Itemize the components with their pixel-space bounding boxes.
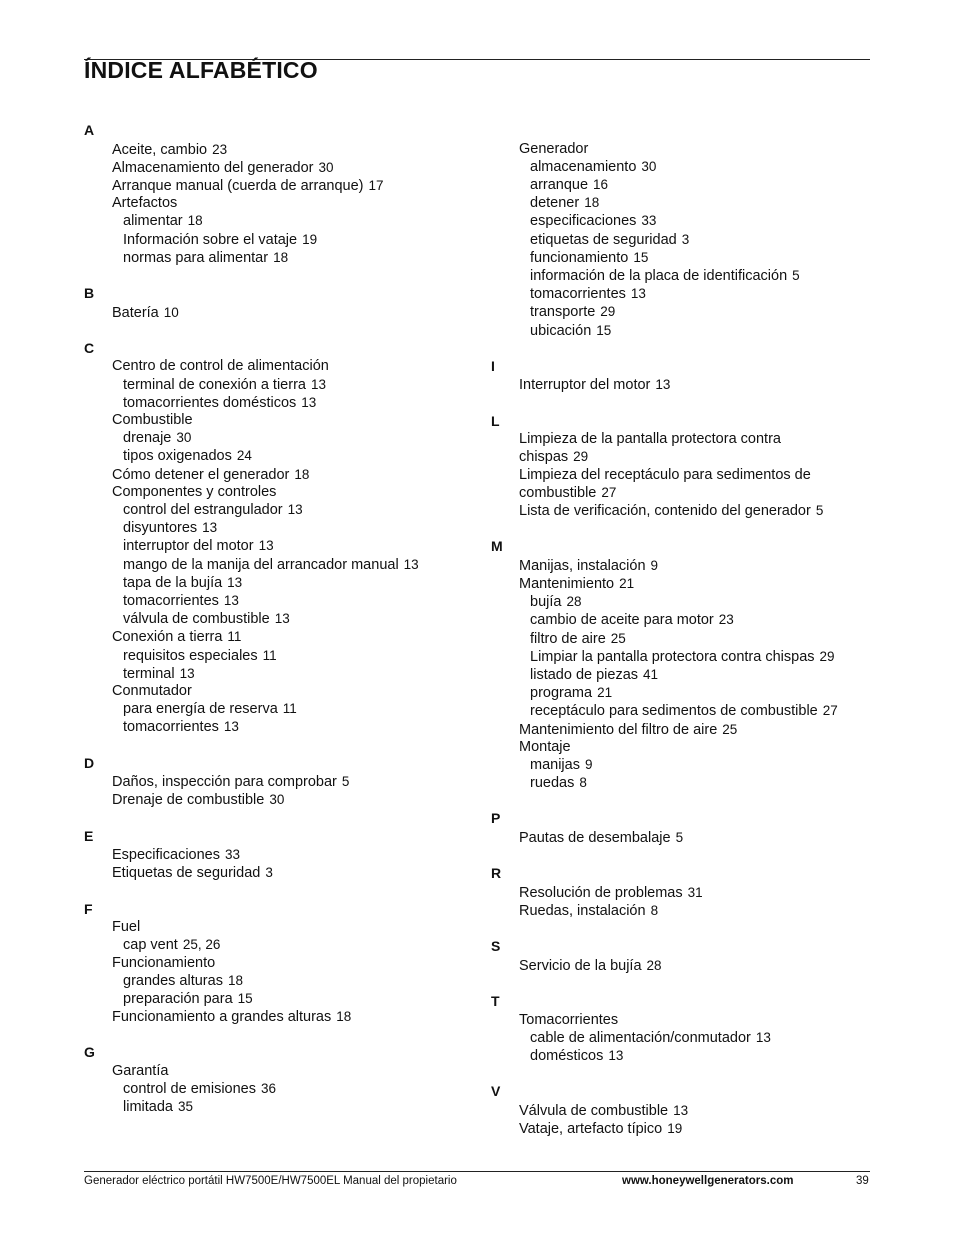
entry-text: Arranque manual (cuerda de arranque) [112, 178, 364, 194]
index-entry [84, 919, 444, 936]
index-entry [491, 141, 851, 158]
entry-text: Lista de verificación, contenido del generador [519, 503, 811, 520]
index-entry [491, 829, 851, 847]
entry-text: tomacorrientes domésticos [123, 394, 297, 411]
entry-text: Información sobre el vataje [123, 231, 298, 248]
index-entry [84, 683, 444, 700]
entry-text: transporte [530, 304, 596, 321]
index-letter-group [84, 1044, 444, 1116]
entry-page-number: 13 [258, 538, 274, 554]
entry-text: Drenaje de combustible [112, 792, 265, 809]
index-entry [491, 431, 851, 448]
section-letter: S [491, 938, 501, 955]
entry-text: especificaciones [530, 213, 637, 230]
entry-text: válvula de combustible [123, 611, 270, 628]
entry-page-number: 11 [282, 701, 297, 717]
entry-page-number: 29 [600, 304, 616, 320]
entry-page-number: 13 [673, 1102, 689, 1118]
entry-text: Garantía [112, 1063, 169, 1080]
entry-text: cambio de aceite para motor [530, 612, 714, 629]
entry-page-number: 13 [301, 394, 317, 410]
section-letter: B [84, 285, 95, 302]
section-letter: L [491, 412, 500, 429]
entry-page-number: 30 [641, 158, 657, 174]
entry-text: tomacorrientes [123, 593, 219, 610]
entry-page-number: 9 [584, 757, 593, 773]
entry-page-number: 30 [176, 430, 192, 446]
entry-page-number: 5 [341, 774, 350, 790]
entry-page-number: 13 [755, 1029, 771, 1045]
index-entry [84, 466, 444, 484]
index-entry [491, 884, 851, 902]
index-letter-group [84, 340, 444, 737]
entry-page-number: 29 [819, 648, 835, 664]
footer-rule [84, 1171, 870, 1172]
index-entry [491, 575, 851, 593]
entry-page-number: 18 [187, 213, 203, 229]
entry-page-number: 18 [227, 972, 243, 988]
entry-text: Componentes y controles [112, 483, 277, 500]
index-letter-group [491, 413, 851, 521]
entry-text: ruedas [530, 775, 575, 792]
entry-page-number: 13 [655, 377, 671, 393]
section-letter: E [84, 827, 94, 844]
index-entry [84, 955, 444, 972]
index-entry [84, 864, 444, 882]
entry-page-number: 18 [336, 1009, 352, 1025]
entry-page-number: 28 [566, 594, 582, 610]
entry-page-number: 8 [650, 903, 659, 919]
index-subentry [491, 684, 851, 702]
entry-page-number: 11 [227, 629, 242, 645]
index-subentry [84, 429, 444, 447]
entry-page-number: 13 [403, 556, 419, 572]
entry-text: información de la placa de identificación [530, 268, 788, 285]
index-entry [491, 1120, 851, 1138]
entry-text: mango de la manija del arrancador manual [123, 556, 399, 573]
entry-text: cable de alimentación/conmutador [530, 1029, 751, 1046]
entry-text: Manijas, instalación [519, 557, 646, 574]
entry-text: Almacenamiento del generador [112, 159, 314, 176]
index-letter-group [84, 901, 444, 1027]
index-subentry [491, 593, 851, 611]
entry-page-number: 25, 26 [182, 937, 221, 953]
index-entry [491, 467, 851, 484]
entry-page-number: 11 [262, 647, 277, 663]
section-letter: T [491, 993, 500, 1010]
index-subentry [84, 231, 444, 249]
index-letter-group [491, 865, 851, 920]
index-entry [84, 628, 444, 646]
entry-text: terminal [123, 665, 175, 682]
index-entry [84, 141, 444, 159]
index-entry [491, 739, 851, 756]
index-entry [84, 773, 444, 791]
entry-text: programa [530, 685, 593, 702]
index-letter-group [84, 122, 444, 267]
entry-page-number: 13 [608, 1048, 624, 1064]
index-subentry [491, 194, 851, 212]
index-subentry [491, 648, 851, 666]
entry-text: tomacorrientes [123, 719, 219, 736]
index-letter-group [491, 358, 851, 395]
entry-page-number: 21 [597, 685, 613, 701]
index-subentry [84, 519, 444, 537]
entry-page-number: 13 [179, 665, 195, 681]
entry-text: para energía de reserva [123, 701, 278, 718]
entry-page-number: 18 [584, 195, 600, 211]
entry-page-number: 16 [593, 177, 609, 192]
index-entry [84, 412, 444, 429]
index-subentry [84, 936, 444, 954]
index-entry [491, 957, 851, 975]
entry-text: almacenamiento [530, 158, 637, 175]
index-entry [84, 304, 444, 322]
entry-page-number: 17 [368, 178, 384, 193]
entry-page-number: 19 [667, 1121, 683, 1137]
entry-page-number: 15 [596, 322, 612, 338]
entry-text: disyuntores [123, 520, 198, 537]
index-column-right [491, 122, 851, 1156]
entry-text: Pautas de desembalaje [519, 830, 671, 847]
index-subentry [491, 231, 851, 249]
entry-page-number: 29 [573, 449, 589, 465]
index-subentry [84, 1080, 444, 1098]
index-entry [84, 177, 444, 195]
entry-text: Conexión a tierra [112, 629, 223, 646]
entry-text: alimentar [123, 213, 183, 230]
index-letter-group [84, 828, 444, 883]
entry-text: Mantenimiento del filtro de aire [519, 721, 718, 738]
index-subentry [491, 611, 851, 629]
entry-text: Generador [519, 140, 589, 157]
index-subentry [84, 592, 444, 610]
index-subentry [84, 556, 444, 574]
index-subentry [491, 249, 851, 267]
entry-page-number: 15 [633, 249, 649, 265]
index-entry [84, 791, 444, 809]
entry-text: domésticos [530, 1048, 604, 1065]
entry-text: etiquetas de seguridad [530, 231, 677, 248]
index-subentry [491, 285, 851, 303]
index-subentry [491, 303, 851, 321]
entry-text: control de emisiones [123, 1081, 256, 1098]
footer-manual-title: Generador eléctrico portátil HW7500E/HW7500EL Manual del propietario [84, 1175, 457, 1187]
footer-page-number: 39 [856, 1175, 869, 1187]
section-letter: F [84, 900, 93, 917]
index-letter-group [491, 122, 851, 340]
entry-page-number: 13 [287, 502, 303, 518]
entry-text: Limpieza del receptáculo para sedimentos de [519, 466, 811, 483]
entry-text: detener [530, 195, 580, 212]
entry-page-number: 25 [610, 630, 626, 646]
entry-text: Daños, inspección para comprobar [112, 774, 337, 791]
entry-page-number: 15 [237, 991, 253, 1007]
entry-page-number: 13 [227, 574, 243, 590]
entry-page-number: 35 [177, 1099, 193, 1115]
index-entry [491, 1102, 851, 1120]
entry-text: listado de piezas [530, 667, 639, 684]
entry-page-number: 23 [718, 612, 734, 628]
entry-text: drenaje [123, 430, 172, 447]
entry-text: Conmutador [112, 683, 192, 700]
entry-text: receptáculo para sedimentos de combustible [530, 703, 818, 720]
entry-page-number: 23 [212, 141, 228, 157]
index-subentry [84, 501, 444, 519]
section-letter: R [491, 865, 502, 882]
index-subentry [84, 537, 444, 555]
entry-text: control del estrangulador [123, 502, 283, 519]
index-letter-group [84, 755, 444, 810]
entry-page-number: 27 [822, 703, 838, 719]
entry-text: arranque [530, 177, 589, 193]
index-entry [491, 448, 851, 466]
entry-text: grandes alturas [123, 972, 223, 989]
entry-text: Funcionamiento [112, 954, 216, 971]
index-subentry [84, 990, 444, 1008]
entry-page-number: 3 [265, 865, 273, 881]
index-subentry [491, 1047, 851, 1065]
section-letter [491, 122, 851, 141]
index-entry [84, 484, 444, 501]
entry-text: Funcionamiento a grandes alturas [112, 1009, 332, 1026]
index-subentry [84, 249, 444, 267]
index-subentry [84, 1098, 444, 1116]
index-subentry [491, 666, 851, 684]
entry-text: Tomacorrientes [519, 1011, 619, 1028]
index-entry [491, 376, 851, 394]
entry-text: requisitos especiales [123, 647, 258, 664]
entry-text: Ruedas, instalación [519, 903, 646, 920]
entry-page-number: 25 [722, 721, 738, 737]
index-subentry [491, 158, 851, 176]
entry-page-number: 3 [681, 231, 690, 247]
entry-text: Limpiar la pantalla protectora contra chispas [530, 648, 815, 665]
index-subentry [491, 176, 851, 194]
index-subentry [491, 702, 851, 720]
entry-page-number: 5 [792, 268, 800, 284]
entry-page-number: 41 [643, 667, 659, 683]
index-letter-group [491, 538, 851, 792]
entry-page-number: 21 [619, 576, 635, 592]
entry-page-number: 27 [601, 484, 617, 500]
index-entry [491, 502, 851, 520]
section-letter: G [84, 1044, 95, 1061]
index-column-left [84, 122, 444, 1135]
index-subentry [84, 447, 444, 465]
index-subentry [491, 630, 851, 648]
entry-page-number: 28 [646, 957, 662, 973]
index-subentry [491, 756, 851, 774]
entry-text: Batería [112, 304, 159, 321]
entry-page-number: 13 [202, 520, 218, 536]
index-subentry [84, 718, 444, 736]
entry-page-number: 5 [815, 503, 824, 519]
section-letter: C [84, 339, 95, 356]
entry-text: tapa de la bujía [123, 574, 223, 591]
entry-page-number: 13 [274, 611, 290, 627]
entry-text: Combustible [112, 412, 193, 429]
index-letter-group [491, 810, 851, 847]
section-letter: D [84, 754, 95, 771]
entry-page-number: 13 [630, 286, 646, 302]
entry-page-number: 13 [223, 593, 239, 609]
entry-page-number: 13 [223, 719, 239, 735]
entry-text: interruptor del motor [123, 538, 254, 555]
index-subentry [84, 574, 444, 592]
entry-page-number: 30 [269, 792, 285, 808]
section-letter: V [491, 1083, 501, 1100]
entry-text: cap vent [123, 937, 178, 954]
index-entry [491, 721, 851, 739]
entry-page-number: 33 [225, 847, 241, 863]
entry-text: tomacorrientes [530, 286, 626, 303]
entry-page-number: 18 [273, 249, 289, 265]
entry-text: Válvula de combustible [519, 1102, 669, 1119]
entry-text: Cómo detener el generador [112, 466, 290, 483]
index-subentry [84, 376, 444, 394]
index-subentry [84, 394, 444, 412]
entry-page-number: 30 [318, 159, 334, 175]
entry-text: chispas [519, 449, 569, 466]
entry-text: terminal de conexión a tierra [123, 376, 306, 393]
section-letter: P [491, 810, 501, 827]
index-entry [84, 195, 444, 212]
entry-text: funcionamiento [530, 249, 629, 266]
entry-page-number: 36 [261, 1081, 277, 1097]
entry-page-number: 8 [579, 775, 587, 791]
index-entry [491, 484, 851, 502]
index-entry [491, 557, 851, 575]
entry-text: Limpieza de la pantalla protectora contra [519, 431, 781, 448]
entry-page-number: 19 [302, 231, 318, 247]
index-subentry [491, 322, 851, 340]
section-letter: I [491, 357, 495, 374]
entry-page-number: 13 [310, 376, 326, 392]
entry-page-number: 9 [650, 557, 659, 573]
index-subentry [84, 610, 444, 628]
index-entry [491, 1012, 851, 1029]
index-subentry [84, 212, 444, 230]
entry-text: Servicio de la bujía [519, 957, 642, 974]
entry-page-number: 24 [236, 448, 252, 464]
entry-page-number: 5 [675, 830, 684, 846]
entry-text: limitada [123, 1099, 173, 1116]
entry-text: tipos oxigenados [123, 448, 232, 465]
entry-text: Especificaciones [112, 847, 220, 864]
entry-text: normas para alimentar [123, 249, 269, 266]
index-entry [491, 902, 851, 920]
index-subentry [491, 774, 851, 792]
entry-text: Artefactos [112, 195, 178, 212]
section-letter: A [84, 122, 95, 138]
index-letter-group [491, 938, 851, 975]
entry-text: combustible [519, 484, 597, 501]
entry-text: Aceite, cambio [112, 141, 208, 158]
entry-text: Vataje, artefacto típico [519, 1121, 663, 1138]
index-subentry [84, 665, 444, 683]
entry-text: preparación para [123, 991, 233, 1008]
entry-text: Centro de control de alimentación [112, 358, 329, 375]
index-subentry [491, 1029, 851, 1047]
index-subentry [84, 972, 444, 990]
entry-text: manijas [530, 757, 580, 774]
index-subentry [491, 212, 851, 230]
footer-website: www.honeywellgenerators.com [622, 1175, 794, 1187]
entry-page-number: 10 [163, 304, 179, 320]
index-subentry [84, 700, 444, 718]
index-entry [84, 1063, 444, 1080]
entry-text: Resolución de problemas [519, 884, 683, 901]
entry-text: Mantenimiento [519, 576, 615, 593]
entry-text: ubicación [530, 322, 592, 339]
index-entry [84, 1008, 444, 1026]
entry-page-number: 18 [294, 466, 310, 482]
entry-text: Etiquetas de seguridad [112, 865, 261, 882]
entry-text: filtro de aire [530, 630, 606, 647]
index-letter-group [491, 1083, 851, 1138]
index-letter-group [84, 285, 444, 322]
index-letter-group [491, 993, 851, 1065]
section-letter: M [491, 538, 503, 555]
index-subentry [491, 267, 851, 285]
entry-text: Fuel [112, 919, 141, 936]
entry-text: bujía [530, 594, 562, 611]
page-title: ÍNDICE ALFABÉTICO [84, 57, 318, 83]
index-entry [84, 159, 444, 177]
entry-page-number: 33 [641, 213, 657, 229]
index-entry [84, 358, 444, 375]
entry-page-number: 31 [687, 884, 703, 900]
index-subentry [84, 647, 444, 665]
entry-text: Montaje [519, 738, 571, 755]
index-entry [84, 846, 444, 864]
entry-text: Interruptor del motor [519, 377, 651, 394]
